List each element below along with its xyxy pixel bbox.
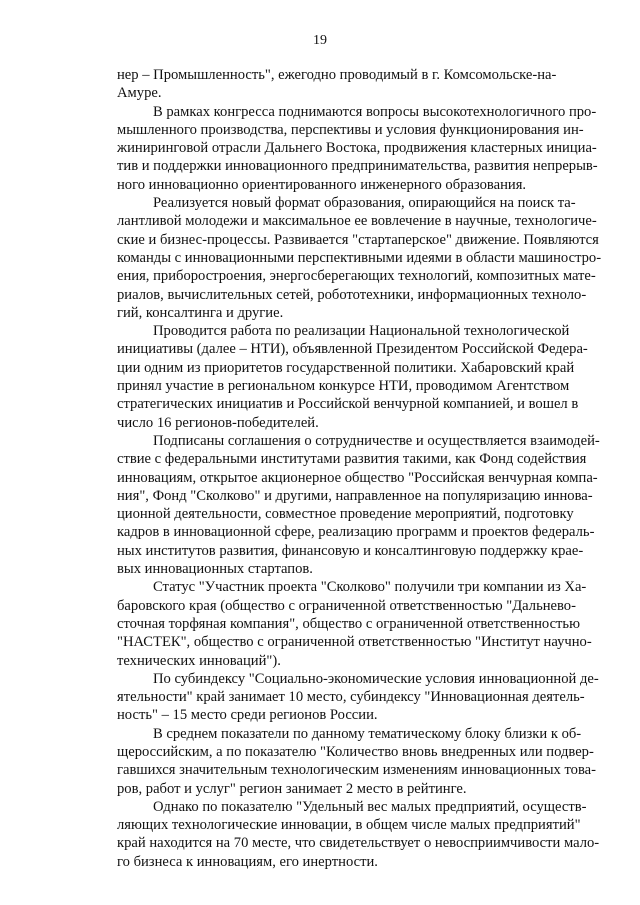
text-line: принял участие в региональном конкурсе НТИ, проводимом Агентством xyxy=(117,378,570,395)
text-line: Амуре. xyxy=(117,85,162,102)
text-line: технических инноваций"). xyxy=(117,652,281,669)
paragraph xyxy=(117,725,597,798)
document-body xyxy=(117,66,602,871)
text-line: ных институтов развития, финансовую и консалтинговую поддержку крае- xyxy=(117,542,584,559)
paragraph xyxy=(117,578,592,669)
paragraph xyxy=(117,798,600,871)
page-number: 19 xyxy=(313,33,327,48)
text-line: В среднем показатели по данному тематическому блоку близки к об- xyxy=(153,725,582,742)
text-line: Реализуется новый формат образования, опирающийся на поиск та- xyxy=(153,195,576,212)
text-line: лантливой молодежи и максимальное ее вовлечение в научные, технологиче- xyxy=(117,213,597,230)
paragraph xyxy=(117,103,598,194)
text-line: По субиндексу "Социально-экономические условия инновационной де- xyxy=(153,670,599,687)
text-line: ции одним из приоритетов государственной политики. Хабаровский край xyxy=(117,359,575,376)
paragraph xyxy=(117,322,588,432)
text-line: го бизнеса к инновациям, его инертности. xyxy=(117,853,378,870)
paragraph xyxy=(117,670,599,725)
text-line: ния", Фонд "Сколково" и другими, направленное на популяризацию иннова- xyxy=(117,487,593,504)
text-line: Подписаны соглашения о сотрудничестве и осуществляется взаимодей- xyxy=(153,432,600,449)
text-line: ность" – 15 место среди регионов России. xyxy=(117,707,378,724)
paragraph xyxy=(117,66,557,103)
text-line: вых инновационных стартапов. xyxy=(117,561,313,578)
text-line: В рамках конгресса поднимаются вопросы высокотехнологичного про- xyxy=(153,103,597,120)
text-line: Проводится работа по реализации Национальной технологической xyxy=(153,323,570,340)
text-line: Однако по показателю "Удельный вес малых предприятий, осуществ- xyxy=(153,798,587,815)
text-line: тив и поддержки инновационного предпринимательства, развития непрерыв- xyxy=(117,158,598,175)
text-line: ров, работ и услуг" регион занимает 2 место в рейтинге. xyxy=(117,780,467,797)
text-line: ствие с федеральными институтами развития такими, как Фонд содействия xyxy=(117,451,587,468)
text-line: сточная торфяная компания", общество с ограниченной ответственностью xyxy=(117,615,580,632)
text-line: край находится на 70 месте, что свидетельствует о невосприимчивости мало- xyxy=(117,835,600,852)
paragraph xyxy=(117,432,600,578)
text-line: инициативы (далее – НТИ), объявленной Президентом Российской Федера- xyxy=(117,341,588,358)
text-line: "НАСТЕК", общество с ограниченной ответственностью "Институт научно- xyxy=(117,634,592,651)
text-line: Статус "Участник проекта "Сколково" получили три компании из Ха- xyxy=(153,579,587,596)
text-line: инновациям, открытое акционерное общество "Российская венчурная компа- xyxy=(117,469,598,486)
text-line: баровского края (общество с ограниченной ответственностью "Дальнево- xyxy=(117,597,576,614)
text-line: кадров в инновационной сфере, реализацию программ и проектов федераль- xyxy=(117,524,595,541)
text-line: число 16 регионов-победителей. xyxy=(117,414,319,431)
text-line: гавшихся значительным технологическим изменениям инновационных това- xyxy=(117,762,597,779)
text-line: команды с инновационными перспективными идеями в области машиностро- xyxy=(117,249,602,266)
text-line: гий, консалтинга и другие. xyxy=(117,304,284,321)
paragraph xyxy=(117,194,602,322)
text-line: жиниринговой отрасли Дальнего Востока, продвижения кластерных инициа- xyxy=(117,140,597,157)
text-line: ятельности" край занимает 10 место, субиндексу "Инновационная деятель- xyxy=(117,689,585,706)
text-line: ционной деятельности, совместное проведение мероприятий, подготовку xyxy=(117,506,574,523)
text-line: ляющих технологические инновации, в общем числе малых предприятий" xyxy=(117,817,581,834)
text-line: ские и бизнес-процессы. Развивается "стартаперское" движение. Появляются xyxy=(117,231,599,248)
text-line: риалов, вычислительных сетей, робототехники, информационных техноло- xyxy=(117,286,587,303)
text-line: нер – Промышленность", ежегодно проводимый в г. Комсомольске-на- xyxy=(117,67,557,83)
text-line: мышленного производства, перспективы и условия функционирования ин- xyxy=(117,121,584,138)
text-line: стратегических инициатив и Российской венчурной компанией, и вошел в xyxy=(117,396,579,413)
text-line: ного инновационно ориентированного инженерного образования. xyxy=(117,176,527,193)
text-line: ения, приборостроения, энергосберегающих технологий, композитных мате- xyxy=(117,268,596,285)
text-line: щероссийским, а по показателю "Количество вновь внедренных или подвер- xyxy=(117,743,594,760)
